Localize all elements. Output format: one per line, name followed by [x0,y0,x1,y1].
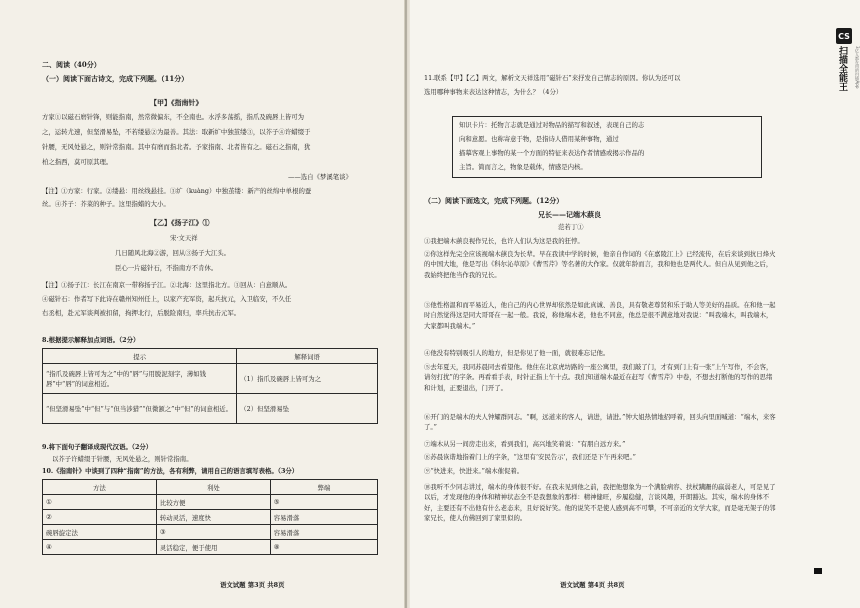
question-11: 11.联系【甲】【乙】两文，解析文天祥选用“磁针石”来抒发自己情志的原因。你认为还可以 [424,74,681,82]
page-footer: 语文试题 第3页 共8页 [220,581,285,589]
q8-col-answer: 解释词语 [237,349,378,364]
q8-col-hint: 提示 [43,349,237,364]
yi-note: ④磁针石：作者写下此诗在赣州知州任上，以家产充军资，起兵抗元，入卫临安，不久任 [42,295,292,303]
article-paragraph: ⑩我听不少同志讲过，端木的身体很不好。在我未见到他之前，我把他想象为一个满脸病容、扶杖蹒跚的羸弱老人，可是见了以后，才发现他的身体和精神状态全不是我想象的那样：精神健旺，步履稳健，言谈风趣，开朗豁达。其实，端木的身体不好，主要还有不出他有什么老态来，且好说好笑。他的说笑不是使人感到高不可攀，不可亲近的文学大家，而是毫无架子的邻家兄长，使人仿佛回到了家里似的。 [424,483,776,522]
knowledge-card-line: 描摹客观上事物的某一个方面的特征来表达作者情感或揭示作品的 [459,149,645,157]
article-paragraph: ③他性格温和而平易近人，他自己的内心世界却依然是如此真诚、善良，具有敬老尊贤和乐于助人等美好的品质。在和他一起时自然觉得这是同大哥哥在一起一般。我说，称他端木老，他也不同意，他总是很不满意地对我说：“叫我端木，叫我端木，大家都叫我端木。” [424,301,776,330]
scanner-name: 扫描全能王 [837,46,847,91]
part2-title: （二）阅读下面选文，完成下列题。（12分） [424,196,564,205]
question-9-sentence: 以芥子许蜡缀于针腰，无风处悬之，则针常指南。 [52,455,193,463]
q8-hint-cell: “指爪及碗唇上皆可为之”中的“唇”与用脱泥刻字，薄如钱唇”中“唇”的词意相近。 [43,364,237,394]
article-paragraph: ⑨“快进来，快进来。”端木催促着。 [424,467,524,475]
jia-title: 【甲】《指南针》 [150,98,203,107]
yi-note: 【注】①扬子江：长江在南京一带称扬子江。②北海：这里指北方。③回从：自意顺从。 [42,281,292,289]
q10-col-benefit: 利处 [156,480,270,495]
knowledge-card-line: 知识卡片：托物言志就是通过对物品的描写和叙述，表现自己的志 [459,121,645,129]
q10-cell: 灵活稳定，便于使用 [156,540,270,555]
yi-poem-line: 臣心一片磁针石，不指南方不肯休。 [115,264,218,272]
article-author: 范若丁① [558,223,584,231]
question-10: 10.《指南针》中谈到了四种“指南”的方法，各有利弊，请用自己的语言填写表格。（3分） [42,467,299,475]
page-3 [0,0,410,608]
article-paragraph: ②你这样先完全应该视端木蕻良为长辈。早在我读中学的时候，他亲自作词的《在嘉陵江上》已经流传，在后来谈到抗日烽火的中国大地，他是写出《科尔沁草原》《曹雪芹》等名著的大作家。仅就年龄而言，我和他也是两代人。但自从见到他之后，我始终把他当作我的兄长。 [424,250,776,279]
registration-mark [814,568,822,574]
q10-col-drawback: 弊端 [270,480,377,495]
scanner-logo-icon: CS [836,28,852,44]
jia-note: 丝。④芥子：芥菜的种子。这里指蜡的大小。 [42,200,170,208]
jia-line: 柏之指西，莫可原其理。 [42,158,113,166]
part1-title: （一）阅读下面古诗文，完成下列题。（11分） [42,74,189,83]
yi-author: 宋·文天祥 [170,234,198,242]
knowledge-card-line: 主旨。简而言之，物象是载体，情感是内核。 [459,163,587,171]
article-paragraph: ⑧苏晨诙谐地指着门上的字条，“这里有‘安民告示’，我们还是下午再来吧。” [424,453,636,461]
q10-cell: 碗唇旋定法 [43,525,157,540]
question-11-cont: 选用哪种事物来表达这种情志，为什么？（4分） [424,88,563,96]
q8-answer-cell[interactable]: （2）但坚滑易坠 [237,394,378,424]
q10-cell: 容易滑落 [270,510,377,525]
knowledge-card [452,116,762,178]
q8-answer-cell[interactable]: （1）指爪及碗唇上皆可为之 [237,364,378,394]
q10-cell[interactable]: ④ [43,540,157,555]
q10-cell[interactable]: ② [43,510,157,525]
scanner-slogan: 3亿人都在用的扫描App [855,46,860,89]
knowledge-card-line: 向和意愿。也称寄意于物，是指诗人借用某种事物，通过 [459,135,619,143]
q10-table [42,479,378,555]
page-4 [410,0,860,608]
q10-cell[interactable]: ① [43,495,157,510]
yi-poem-line: 几日随风北海②游，回从③扬子大江头。 [115,249,231,257]
q10-cell: 转动灵活，速度快 [156,510,270,525]
q10-cell[interactable]: ⑧ [270,540,377,555]
yi-note: 右丞相，赴元军谈判被扣留，拘押北行，后脱险南归，率兵抗击元军。 [42,309,241,317]
article-paragraph: ①我把端木蕻良视作兄长，也许人们认为这是我的狂悖。 [424,237,584,245]
article-paragraph: ④他没有特别吸引人的地方，但是你见了他一面，就很难忘记他。 [424,349,610,357]
question-9: 9.将下面句子翻译成现代汉语。（2分） [42,443,153,451]
article-paragraph: ⑥开门的是端木的夫人钟耀群同志。“啊，远道来的客人，请进，请进。”钟大姐热情地招呼着，回头向里面喊道：“端木，来客了。” [424,413,776,432]
article-paragraph: ⑦端木从另一间房走出来，看到我们，高兴地笑着说：“有朋自远方来。” [424,440,626,448]
jia-line: 之，运转尤速，但坚滑易坠，不若缕悬②为最善。其法：取新纩中独茧缕③，以芥子④许蜡缀于 [42,128,311,136]
q8-hint-cell: “但坚滑易坠”中“但”与“但当涉猎”“但微颔之”中“但”的词意相近。 [43,394,237,424]
article-paragraph: ⑤去年夏天，我同苏晨同去看望他。他住在北京虎坊路的一座公寓里，我们敲了门，才有到门上有一张“上午写作，不会客，请勿打扰”的字条。再看看手表，时针正指上午十点。我们知道端木最近在赶写《曹雪芹》中卷，不想去打断他的写作的思绪和计划，正要退出，门开了。 [424,363,773,392]
jia-line: 针腰，无风处悬之，则针常指南。其中有磨而指北者。予家指南、北者皆有之。磁石之指南，犹 [42,143,311,151]
section-heading: 二、阅读（40分） [42,60,101,69]
q10-cell: 容易滑落 [270,525,377,540]
jia-source: ——选自《梦溪笔谈》 [288,173,352,181]
q10-col-method: 方法 [43,480,157,495]
q10-cell: 比较方便 [156,495,270,510]
q10-cell[interactable]: ⑤ [270,495,377,510]
question-8: 8.根据提示解释加点词语。（2分） [42,336,140,344]
jia-line: 方家①以磁石磨针锋，则能指南，然常微偏东，不全南也。水浮多荡摇，指爪及碗唇上皆可为 [42,113,305,121]
page-footer: 语文试题 第4页 共8页 [560,581,625,589]
yi-title: 【乙】《扬子江》① [150,218,210,227]
article-title: 兄长——记端木蕻良 [538,210,601,219]
jia-note: 【注】①方家：行家。②缕悬：用丝线悬挂。③纩（kuàng）中独茧缕：新产的丝绵中单根的蚕 [42,187,312,195]
q8-table [42,348,378,424]
q10-cell[interactable]: ③ [156,525,270,540]
fold-line [405,0,407,608]
scanner-watermark [836,28,860,91]
